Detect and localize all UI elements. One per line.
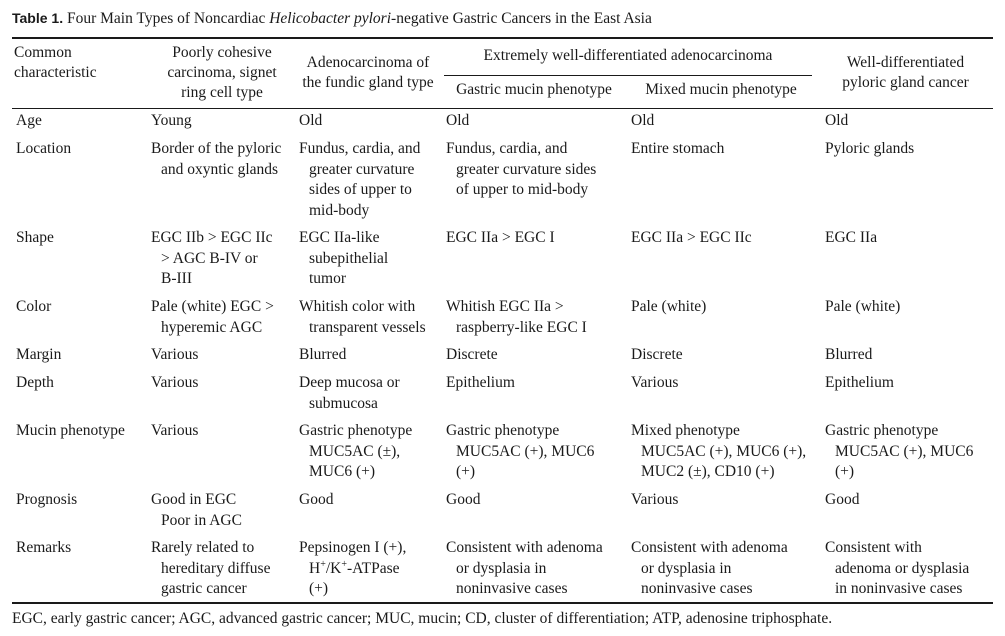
table-cell: [631, 297, 706, 318]
cell-line: Old: [299, 112, 323, 129]
table-cell: [825, 228, 877, 249]
cell-line: Mixed phenotype: [631, 422, 740, 439]
table-cell: [151, 373, 198, 394]
cell-line: Pale (white): [825, 298, 901, 315]
cell-line: Old: [446, 112, 470, 129]
cell-line: Pepsinogen I (+),: [299, 539, 407, 556]
table-cell: [151, 538, 270, 600]
cell-line: (+): [835, 463, 855, 480]
cell-line: Consistent with adenoma: [631, 539, 788, 556]
top-rule: [12, 37, 993, 39]
cell-line: Pale (white) EGC >: [151, 298, 274, 315]
cell-line: mid-body: [309, 201, 370, 219]
table-cell: [631, 228, 752, 249]
cell-line: Pyloric glands: [825, 140, 915, 157]
header-rule: [12, 108, 993, 109]
row-label: Age: [16, 112, 42, 129]
cell-line: Blurred: [825, 346, 873, 363]
cell-line: Gastric phenotype: [446, 422, 560, 439]
table-cell: [151, 297, 274, 338]
cell-line: Good: [446, 491, 481, 508]
cell-line: MUC6 (+): [309, 463, 376, 480]
cell-line: hyperemic AGC: [161, 318, 263, 336]
table-cell: [631, 490, 678, 511]
table-cell: [825, 345, 872, 366]
cell-line: Epithelium: [446, 374, 515, 391]
cell-line: gastric cancer: [161, 580, 247, 597]
cell-line: (+): [309, 580, 329, 597]
cell-line: Whitish color with: [299, 298, 416, 315]
cell-line: in noninvasive cases: [835, 580, 963, 597]
cell-line: Old: [825, 112, 849, 129]
cell-line: H+/K+-ATPase: [309, 558, 400, 577]
table-cell: [299, 538, 406, 600]
table-cell: [631, 538, 788, 600]
cell-line: EGC IIa > EGC I: [446, 229, 555, 246]
table-cell: [151, 421, 198, 442]
cell-line: MUC5AC (+), MUC6: [456, 442, 595, 460]
table-cell: [446, 538, 603, 600]
cell-line: > AGC B-IV or: [161, 249, 258, 267]
table-cell: [299, 373, 400, 414]
cell-line: transparent vessels: [309, 318, 426, 336]
table-cell: [825, 421, 973, 483]
row-label: Prognosis: [16, 491, 78, 508]
row-label: Location: [16, 140, 72, 157]
cell-line: Various: [151, 422, 199, 439]
table-cell: [151, 490, 242, 531]
cell-line: Pale (white): [631, 298, 707, 315]
cell-line: noninvasive cases: [641, 580, 753, 597]
cell-line: Fundus, cardia, and: [446, 140, 568, 157]
cell-line: Rarely related to: [151, 539, 255, 556]
cell-line: of upper to mid-body: [456, 181, 589, 198]
table-cell: [446, 490, 480, 511]
cell-line: MUC5AC (±),: [309, 442, 401, 460]
table-cell: [446, 297, 587, 338]
cell-line: Fundus, cardia, and: [299, 140, 421, 157]
table-cell: [631, 111, 654, 132]
cell-line: Various: [631, 491, 679, 508]
table-cell: [151, 345, 198, 366]
cell-line: Whitish EGC IIa >: [446, 298, 564, 315]
row-label: Depth: [16, 374, 54, 391]
cell-line: Various: [631, 374, 679, 391]
cell-line: raspberry-like EGC I: [456, 318, 587, 336]
cell-line: Epithelium: [825, 374, 894, 391]
table-cell: [446, 111, 469, 132]
cell-line: EGC IIa: [825, 229, 878, 246]
header-fundic-gland: Adenocarcinoma of the fundic gland type: [302, 54, 434, 91]
table-cell: [631, 345, 683, 366]
header-poorly-cohesive: Poorly cohesive carcinoma, signet ring cell type: [167, 44, 277, 101]
table-caption-label: Table 1.: [12, 10, 64, 26]
table-caption-italic: Helicobacter pylori: [269, 10, 392, 27]
table-cell: [825, 538, 969, 600]
cell-line: Various: [151, 346, 199, 363]
header-mixed-mucin: Mixed mucin phenotype: [645, 81, 797, 98]
row-label: Color: [16, 298, 52, 315]
cell-line: sides of upper to: [309, 181, 412, 198]
table-cell: [446, 373, 515, 394]
table-caption-text-end: -negative Gastric Cancers in the East Asia: [391, 10, 652, 27]
table-cell: [151, 228, 273, 290]
cell-line: Consistent with adenoma: [446, 539, 603, 556]
cell-line: Consistent with: [825, 539, 922, 556]
table-cell: [825, 297, 900, 318]
table-cell: [299, 421, 412, 483]
cell-line: EGC IIb > EGC IIc: [151, 229, 273, 246]
cell-line: greater curvature: [309, 160, 415, 178]
cell-line: Poor in AGC: [161, 511, 242, 529]
table-cell: [631, 139, 724, 160]
table-cell: [299, 111, 322, 132]
table-cell: [825, 490, 859, 511]
cell-line: Entire stomach: [631, 140, 725, 157]
table-cell: [631, 421, 806, 483]
table-caption-text: Four Main Types of Noncardiac: [63, 10, 270, 27]
table-cell: [825, 111, 848, 132]
cell-line: MUC5AC (+), MUC6 (+),: [641, 442, 807, 460]
cell-line: tumor: [309, 270, 347, 287]
cell-line: or dysplasia in: [641, 559, 732, 577]
cell-line: Good: [825, 491, 860, 508]
cell-line: (+): [456, 463, 476, 480]
cell-line: Gastric phenotype: [825, 422, 939, 439]
cell-line: Old: [631, 112, 655, 129]
table-caption: [12, 10, 652, 28]
group-subrule: [444, 75, 812, 76]
table-cell: [299, 297, 426, 338]
cell-line: Discrete: [631, 346, 683, 363]
cell-line: noninvasive cases: [456, 580, 568, 597]
cell-line: Gastric phenotype: [299, 422, 413, 439]
header-extremely-well-differentiated: Extremely well-differentiated adenocarcinoma: [483, 47, 773, 64]
table-cell: [825, 373, 894, 394]
table-cell: [631, 373, 678, 394]
table-cell: [299, 345, 346, 366]
cell-line: hereditary diffuse: [161, 559, 271, 577]
cell-line: EGC IIa > EGC IIc: [631, 229, 752, 246]
table-cell: [825, 139, 914, 160]
cell-line: Young: [151, 112, 192, 129]
row-label: Shape: [16, 229, 54, 246]
table-cell: [446, 228, 555, 249]
cell-line: subepithelial: [309, 249, 389, 267]
cell-line: Discrete: [446, 346, 498, 363]
cell-line: EGC IIa-like: [299, 229, 380, 246]
table-cell: [299, 139, 420, 221]
footnote: EGC, early gastric cancer; AGC, advanced gastric cancer; MUC, mucin; CD, cluster of differentiation; ATP, adenosine triphosphate.: [12, 610, 833, 627]
cell-line: Deep mucosa or: [299, 374, 400, 391]
cell-line: Border of the pyloric: [151, 140, 282, 157]
table-cell: [446, 139, 596, 201]
header-common: Common characteristic: [14, 44, 97, 81]
cell-line: Blurred: [299, 346, 347, 363]
row-label: Mucin phenotype: [16, 422, 125, 439]
table-cell: [299, 228, 388, 290]
cell-line: adenoma or dysplasia: [835, 559, 970, 577]
table-cell: [446, 421, 594, 483]
cell-line: and oxyntic glands: [161, 160, 279, 178]
cell-line: Various: [151, 374, 199, 391]
table-cell: [151, 139, 281, 180]
table-cell: [151, 111, 192, 132]
bottom-rule: [12, 602, 993, 604]
cell-line: submucosa: [309, 394, 378, 412]
cell-line: Good: [299, 491, 334, 508]
cell-line: B-III: [161, 270, 192, 287]
header-gastric-mucin: Gastric mucin phenotype: [456, 81, 612, 98]
table-cell: [446, 345, 498, 366]
cell-line: greater curvature sides: [456, 160, 597, 178]
cell-line: Good in EGC: [151, 491, 237, 508]
header-well-differentiated: Well-differentiated pyloric gland cancer: [842, 54, 969, 91]
cell-line: MUC5AC (+), MUC6: [835, 442, 974, 460]
row-label: Remarks: [16, 539, 72, 556]
cell-line: MUC2 (±), CD10 (+): [641, 463, 775, 480]
cell-line: or dysplasia in: [456, 559, 547, 577]
row-label: Margin: [16, 346, 62, 363]
table-cell: [299, 490, 333, 511]
